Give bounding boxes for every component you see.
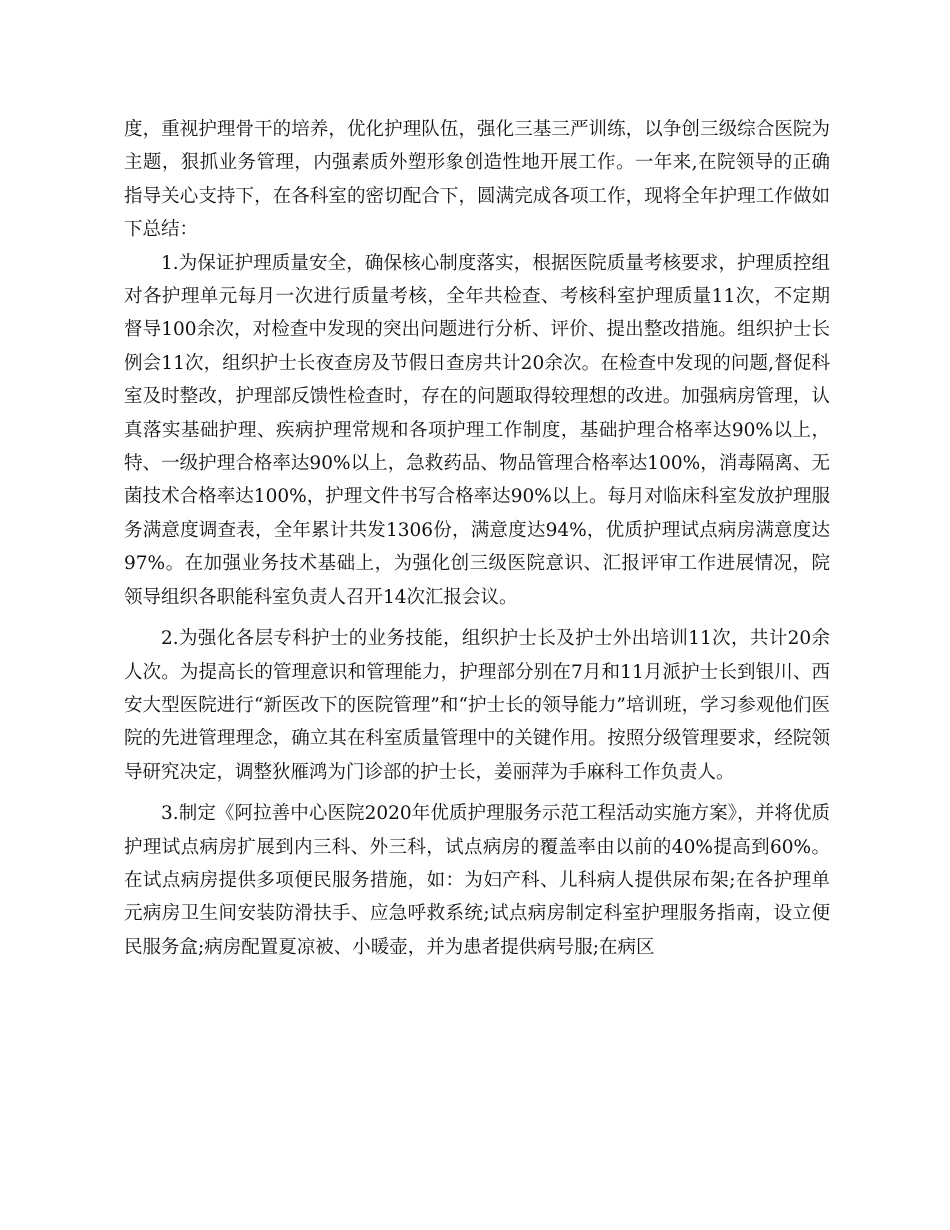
paragraph-item-3: 3.制定《阿拉善中心医院2020年优质护理服务示范工程活动实施方案》，并将优质护理试点病房扩展到内三科、外三科，试点病房的覆盖率由以前的40%提高到60%。在试点病房提供多项便民服务措施，如：为妇产科、儿科病人提供尿布架;在各护理单元病房卫生间安装防滑扶手、应急呼救系统;试点病房制定科室护理服务指南，设立便民服务盒;病房配置夏凉被、小暖壶，并为患者提供病号服;在病区 <box>124 803 830 958</box>
paragraph-intro-continuation: 度，重视护理骨干的培养，优化护理队伍，强化三基三严训练，以争创三级综合医院为主题，狠抓业务管理，内强素质外塑形象创造性地开展工作。一年来,在院领导的正确指导关心支持下，在各科室的密切配合下，圆满完成各项工作，现将全年护理工作做如下总结： <box>124 119 830 241</box>
document-body <box>124 113 830 964</box>
paragraph-item-1: 1.为保证护理质量安全，确保核心制度落实，根据医院质量考核要求，护理质控组对各护理单元每月一次进行质量考核，全年共检查、考核科室护理质量11次，不定期督导100余次，对检查中发现的突出问题进行分析、评价、提出整改措施。组织护士长例会11次，组织护士长夜查房及节假日查房共计20余次。在检查中发现的问题,督促科室及时整改，护理部反馈性检查时，存在的问题取得较理想的改进。加强病房管理，认真落实基础护理、疾病护理常规和各项护理工作制度，基础护理合格率达90%以上，特、一级护理合格率达90%以上，急救药品、物品管理合格率达100%，消毒隔离、无菌技术合格率达100%，护理文件书写合格率达90%以上。每月对临床科室发放护理服务满意度调查表，全年累计共发1306份，满意度达94%，优质护理试点病房满意度达97%。在加强业务技术基础上，为强化创三级医院意识、汇报评审工作进展情况，院领导组织各职能科室负责人召开14次汇报会议。 <box>124 252 830 608</box>
paragraph-item-2: 2.为强化各层专科护士的业务技能，组织护士长及护士外出培训11次，共计20余人次。为提高长的管理意识和管理能力，护理部分别在7月和11月派护士长到银川、西安大型医院进行“新医改下的医院管理”和“护士长的领导能力”培训班，学习参观他们医院的先进管理理念，确立其在科室质量管理中的关键作用。按照分级管理要求，经院领导研究决定，调整狄雁鸿为门诊部的护士长，姜丽萍为手麻科工作负责人。 <box>124 628 830 783</box>
